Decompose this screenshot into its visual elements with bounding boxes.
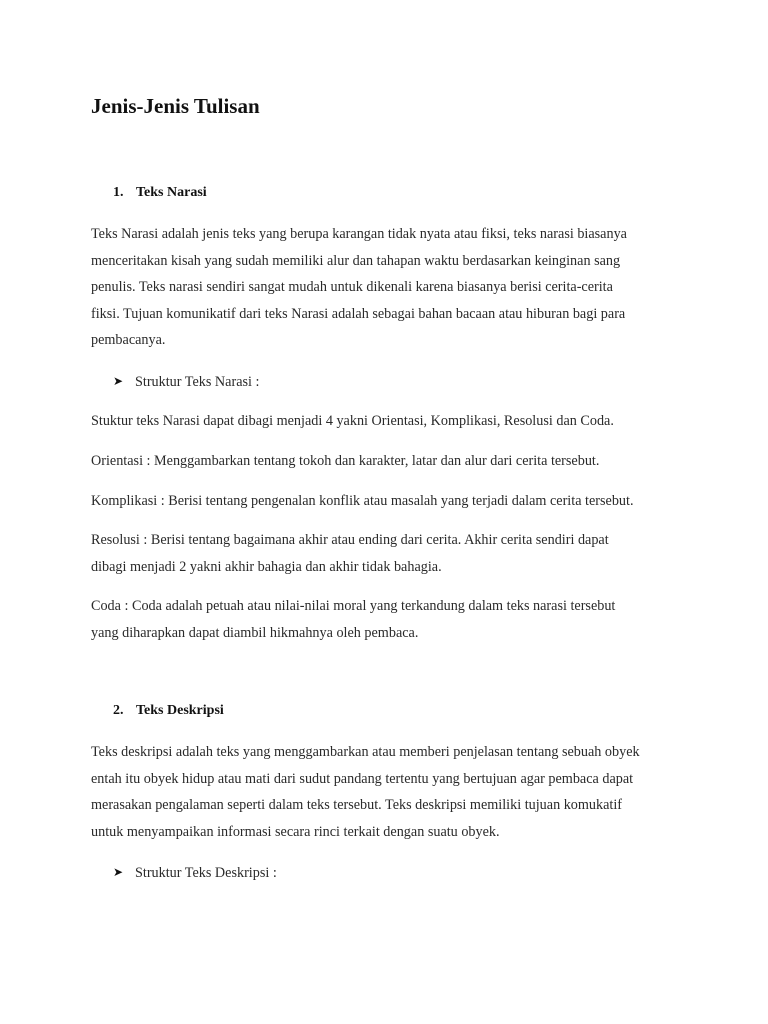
text-line: Teks Narasi adalah jenis teks yang berupa karangan tidak nyata atau fiksi, teks narasi biasanya <box>91 226 627 242</box>
paragraph-narasi-intro <box>91 221 627 354</box>
section-heading-text: Teks Deskripsi <box>136 703 224 718</box>
paragraph-resolusi <box>91 527 609 580</box>
arrow-bullet-icon: ➤ <box>113 374 124 388</box>
text-line: Orientasi : Menggambarkan tentang tokoh dan karakter, latar dan alur dari cerita tersebut. <box>91 453 600 469</box>
text-line: Resolusi : Berisi tentang bagaimana akhir atau ending dari cerita. Akhir cerita sendiri dapat <box>91 532 609 548</box>
bullet-text: Struktur Teks Narasi : <box>135 374 260 390</box>
bullet-text: Struktur Teks Deskripsi : <box>135 865 277 881</box>
bullet-struktur-narasi <box>113 374 259 391</box>
section-heading-text: Teks Narasi <box>136 185 207 200</box>
text-line: untuk menyampaikan informasi secara rinci terkait dengan suatu obyek. <box>91 823 500 840</box>
section-number: 2. <box>113 703 124 718</box>
text-line: Komplikasi : Berisi tentang pengenalan konflik atau masalah yang terjadi dalam cerita tersebut. <box>91 493 634 509</box>
bullet-struktur-deskripsi <box>113 865 277 882</box>
paragraph-komplikasi <box>91 488 634 515</box>
document-title: Jenis-Jenis Tulisan <box>91 94 260 118</box>
text-line: Stuktur teks Narasi dapat dibagi menjadi 4 yakni Orientasi, Komplikasi, Resolusi dan Coda. <box>91 413 614 429</box>
text-line: Teks deskripsi adalah teks yang menggambarkan atau memberi penjelasan tentang sebuah obyek <box>91 744 640 760</box>
section-heading-teks-narasi <box>113 185 207 201</box>
paragraph-structure-intro <box>91 408 614 435</box>
text-line: pembacanya. <box>91 332 166 349</box>
section-number: 1. <box>113 185 124 200</box>
paragraph-orientasi <box>91 448 599 475</box>
text-line: entah itu obyek hidup atau mati dari sudut pandang tertentu yang bertujuan agar pembaca dapat <box>91 770 634 787</box>
text-line: fiksi. Tujuan komunikatif dari teks Narasi adalah sebagai bahan bacaan atau hiburan bagi para <box>91 305 626 322</box>
paragraph-coda <box>91 593 615 646</box>
paragraph-deskripsi-intro <box>91 739 640 845</box>
section-heading-teks-deskripsi <box>113 703 224 719</box>
text-line: menceritakan kisah yang sudah memiliki alur dan tahapan waktu berdasarkan keinginan sang <box>91 252 621 269</box>
text-line: dibagi menjadi 2 yakni akhir bahagia dan akhir tidak bahagia. <box>91 558 442 575</box>
text-line: Coda : Coda adalah petuah atau nilai-nilai moral yang terkandung dalam teks narasi tersebut <box>91 598 616 614</box>
text-line: yang diharapkan dapat diambil hikmahnya oleh pembaca. <box>91 624 419 641</box>
text-line: penulis. Teks narasi sendiri sangat mudah untuk dikenali karena biasanya berisi cerita-cerita <box>91 279 613 296</box>
text-line: merasakan pengalaman seperti dalam teks tersebut. Teks deskripsi memiliki tujuan komukatif <box>91 797 623 814</box>
arrow-bullet-icon: ➤ <box>113 865 124 879</box>
